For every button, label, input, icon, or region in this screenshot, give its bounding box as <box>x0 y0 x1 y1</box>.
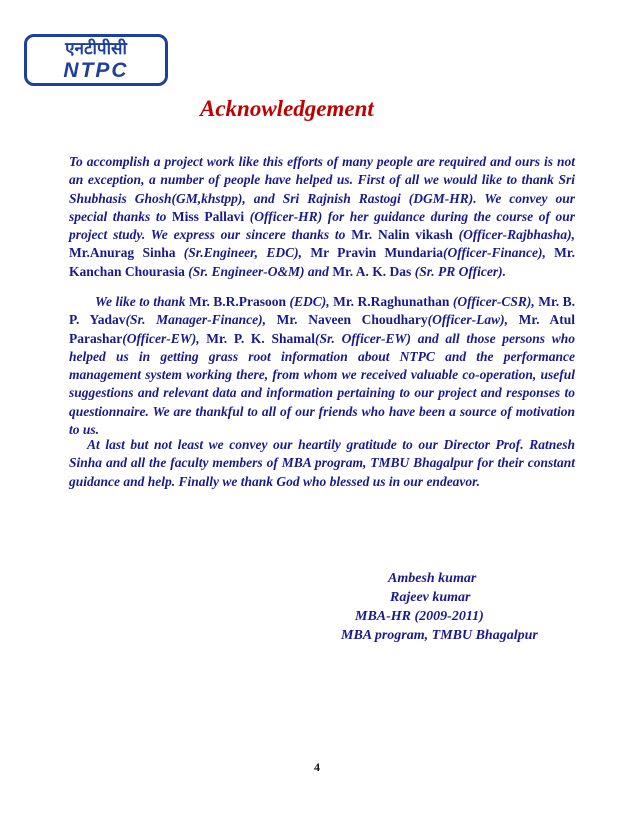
para1-name-6: Mr. A. K. Das <box>332 263 412 279</box>
para1-name-5: Mr. Kanchan Chourasia <box>69 245 576 279</box>
page-number: 4 <box>314 760 320 774</box>
para2-name-1: Mr. B.R.Prasoon <box>188 294 287 309</box>
para2-name-2: Mr. R.Raghunathan <box>333 294 450 309</box>
para2-text-5: (Officer-Law), <box>427 312 519 328</box>
para2-text-7: (Sr. Officer-EW) and all those persons who helped us in getting grass root information about NTPC and the performance management system working there, from whom we received valuable co-operation, useful suggestions and relevant data and information pertaining to our project and responses to questionnaire. We are thankful to all of our friends who have been a source of motivation to us. <box>69 330 576 438</box>
page-title: Acknowledgement <box>200 96 374 121</box>
signature-name-1: Ambesh kumar <box>388 571 477 586</box>
para2-text-6: (Officer-EW), <box>122 330 207 346</box>
para1-name-3: Mr.Anurag Sinha <box>69 245 176 261</box>
para2-name-3: Mr. B. P. Yadav <box>69 294 575 328</box>
para2-name-6: Mr. P. K. Shamal <box>206 330 315 346</box>
signature-batch: MBA-HR (2009-2011) <box>355 609 484 624</box>
para1-text-2: (Officer-HR) for her guidance during the course of our project study. We express our sincere thanks to <box>69 208 576 243</box>
ntpc-logo <box>24 34 168 86</box>
para2-text-2: (EDC), <box>286 294 334 309</box>
para1-text-7: (Sr. PR Officer). <box>411 263 506 279</box>
acknowledgement-paragraph-2 <box>69 293 575 439</box>
para1-name-1: Miss Pallavi <box>171 208 245 224</box>
para2-text-3: (Officer-CSR), <box>449 294 539 309</box>
acknowledgement-paragraph-1 <box>69 153 575 281</box>
para1-text-3: (Officer-Rajbhasha), <box>452 227 576 243</box>
para1-name-4: Mr Pravin Mundaria <box>310 245 443 261</box>
para2-text-1: We like to thank <box>95 294 189 309</box>
para1-text-6: (Sr. Engineer-O&M) and <box>184 263 333 279</box>
para2-name-4: Mr. Naveen Choudhary <box>276 312 428 328</box>
para2-name-5: Mr. Atul Parashar <box>69 312 575 346</box>
signature-program: MBA program, TMBU Bhagalpur <box>341 628 538 643</box>
logo-english-text: NTPC <box>63 59 129 82</box>
para1-text-1: To accomplish a project work like this efforts of many people are required and ours is not an exception, a number of people have helped us. First of all we would like to thank Sri Shubhasis Ghosh(GM,khstpp), and Sri Rajnish Rastogi (DGM-HR). We convey our special thanks to <box>69 154 575 224</box>
logo-hindi-text: एनटीपीसी <box>65 39 127 59</box>
para1-name-2: Mr. Nalin vikash <box>351 227 453 243</box>
para1-text-5: (Officer-Finance), <box>442 245 555 261</box>
acknowledgement-paragraph-3: At last but not least we convey our heartily gratitude to our Director Prof. Ratnesh Sinha and all the faculty members of MBA program, TMBU Bhagalpur for their constant guidance and help. Finally we thank God who blessed us in our endeavor. <box>69 437 575 489</box>
para2-text-4: (Sr. Manager-Finance), <box>125 312 277 328</box>
signature-name-2: Rajeev kumar <box>390 590 471 605</box>
para1-text-4: (Sr.Engineer, EDC), <box>175 245 311 261</box>
